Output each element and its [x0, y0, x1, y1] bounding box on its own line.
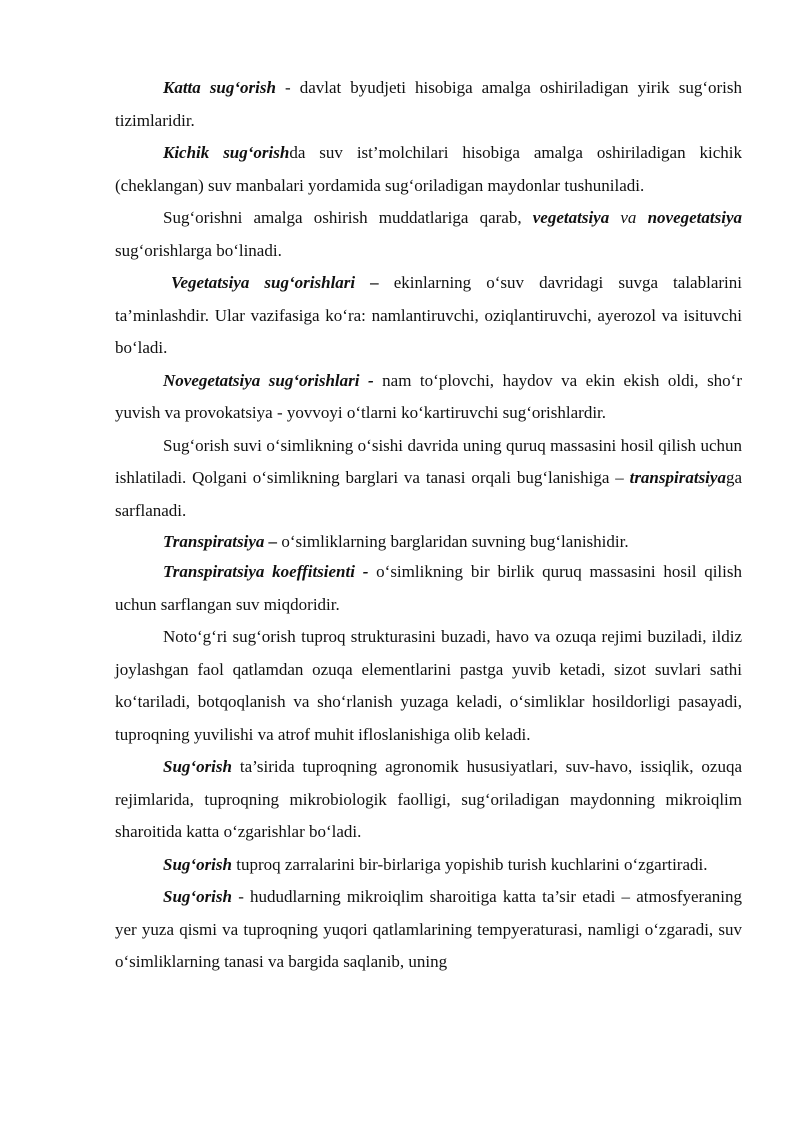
- term-vegetatsiya-sugorishlari: Vegetatsiya sug‘orishlari –: [171, 273, 379, 292]
- term-transpiratsiya-koeffitsienti: Transpiratsiya koeffitsienti -: [163, 562, 369, 581]
- paragraph-text: sug‘orishlarga bo‘linadi.: [115, 240, 282, 260]
- term-novegetatsiya: novegetatsiya: [647, 208, 743, 227]
- paragraph-text: - hududlarning mikroiqlim sharoitiga katta ta’sir etadi – atmosfyeraning yer yuza qismi va tuproqning yuqori qatlamlarining tempyeraturasi, namligi o‘zgaradi, suv o‘simliklarning tanasi va bargida saqlanib, uning: [115, 887, 742, 971]
- paragraph-text: Noto‘g‘ri sug‘orish tuproq strukturasini buzadi, havo va ozuqa rejimi buziladi, ildiz joylashgan faol qatlamdan ozuqa elementlarini pastga yuvib ketadi, sizot suvlari sathi ko‘tariladi, botqoqlanish va sho‘rlanish yuzaga keladi, o‘simliklar hosildorligi pasayadi, tuproqning yuvilishi va atrof muhit ifloslanishiga olib keladi.: [115, 627, 742, 744]
- term-vegetatsiya: vegetatsiya: [532, 208, 610, 227]
- term-transpiratsiya: transpiratsiya: [629, 468, 726, 487]
- paragraph-text: Sug‘orishni amalga oshirish muddatlariga qarab,: [163, 208, 533, 227]
- paragraph-text: o‘simlikning bir birlik quruq massasini hosil qilish uchun sarflangan suv miqdoridir.: [115, 562, 742, 614]
- paragraph-text: ga sarflanadi.: [115, 468, 742, 520]
- paragraph-text: nam to‘plovchi, haydov va ekin ekish oldi, sho‘r yuvish va provokatsiya - yovvoyi o‘tlarni ko‘kartiruvchi sug‘orishlardir.: [115, 370, 743, 422]
- paragraph-sugorish-suvi: [115, 430, 742, 528]
- paragraph-sugorish-mikroiqlim: [115, 881, 742, 979]
- paragraph-katta-sugorish: [115, 72, 742, 137]
- paragraph-vegetatsiya-sugorishlari: [115, 267, 742, 365]
- term-kichik-sugorish: Kichik sug‘orish: [163, 143, 290, 162]
- paragraph-novegetatsiya-sugorishlari: [115, 365, 742, 430]
- paragraph-text: Sug‘orish suvi o‘simlikning o‘sishi davrida uning quruq massasini hosil qilish uchun ishlatiladi. Qolgani o‘simlikning barglari va tanasi orqali bug‘lanishiga –: [115, 435, 742, 487]
- term-sugorish: Sug‘orish: [163, 757, 232, 776]
- term-katta-sugorish: Katta sug‘orish: [163, 78, 276, 97]
- paragraph-kichik-sugorish: [115, 137, 742, 202]
- paragraph-text: tuproq zarralarini bir-birlariga yopishib turish kuchlarini o‘zgartiradi.: [231, 854, 708, 874]
- paragraph-text: ta’sirida tuproqning agronomik hususiyatlari, suv-havo, issiqlik, ozuqa rejimlarida, tuproqning mikrobiologik faolligi, sug‘oriladigan maydonning mikroiqlim sharoitida katta o‘zgarishlar bo‘ladi.: [115, 757, 742, 841]
- term-sugorish: Sug‘orish: [163, 887, 232, 906]
- paragraph-transpiratsiya-definition: [115, 527, 742, 556]
- paragraph-text: ekinlarning o‘suv davridagi suvga talablarini ta’minlashdir. Ular vazifasiga ko‘ra: namlantiruvchi, oziqlantiruvchi, ayerozol va isituvchi bo‘ladi.: [115, 273, 742, 357]
- paragraph-sugorish-zarralar: [115, 849, 742, 882]
- paragraph-text: o‘simliklarning barglaridan suvning bug‘lanishidir.: [277, 532, 629, 551]
- term-novegetatsiya-sugorishlari: Novegetatsiya sug‘orishlari -: [163, 370, 374, 390]
- paragraph-sugorish-tasiri: [115, 751, 742, 849]
- paragraph-text: - davlat byudjeti hisobiga amalga oshiriladigan yirik sug‘orish tizimlaridir.: [115, 78, 742, 130]
- paragraph-notogri-sugorish: [115, 621, 742, 751]
- term-sugorish: Sug‘orish: [163, 854, 232, 874]
- term-transpiratsiya-definition: Transpiratsiya –: [163, 532, 278, 551]
- paragraph-muddatlar: [115, 202, 742, 267]
- term-va: va: [609, 208, 648, 227]
- paragraph-transpiratsiya-koeffitsienti: [115, 556, 742, 621]
- paragraph-text: da suv ist’molchilari hisobiga amalga oshiriladigan kichik (cheklangan) suv manbalari yordamida sug‘oriladigan maydonlar tushuniladi.: [115, 143, 742, 195]
